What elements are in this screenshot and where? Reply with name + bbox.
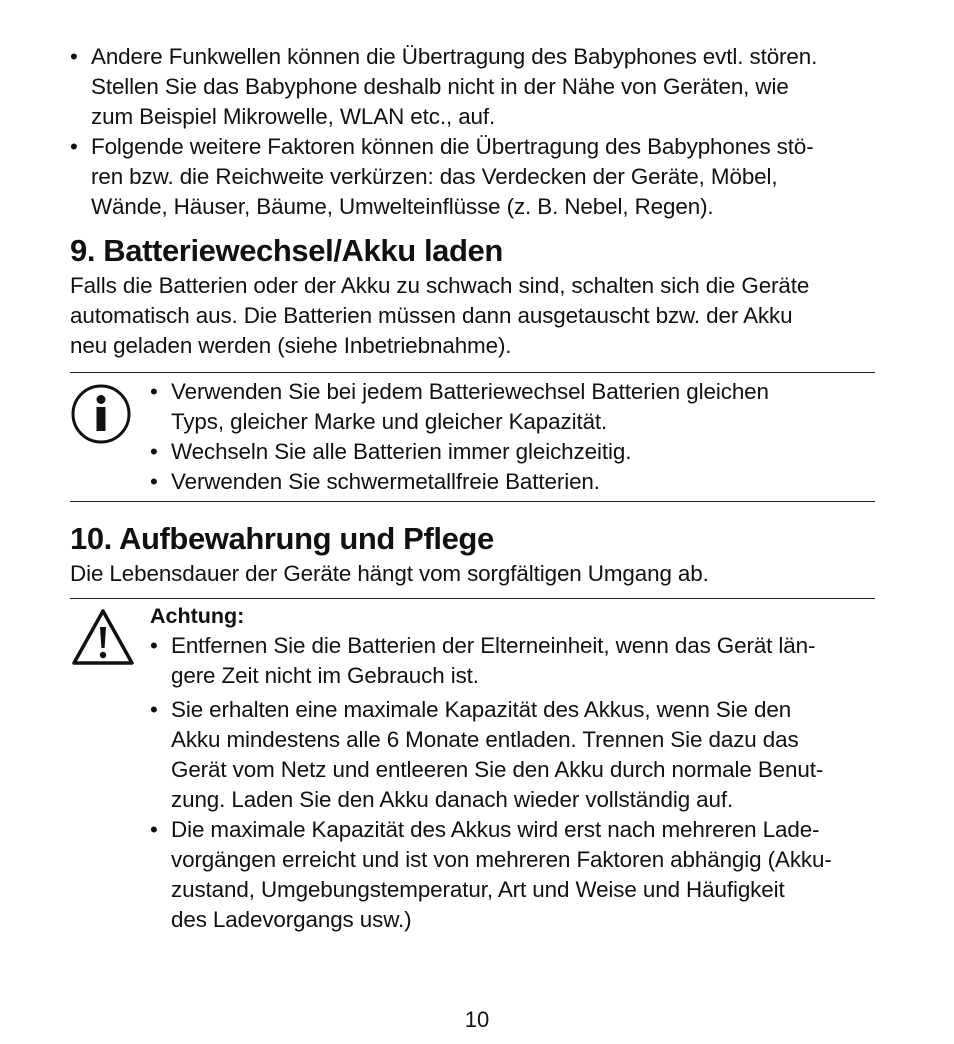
warning-triangle-icon [70, 607, 136, 672]
list-item [150, 695, 875, 815]
text-line: ren bzw. die Reichweite verkürzen: das Verdecken der Geräte, Möbel, [91, 164, 778, 189]
text-line: neu geladen werden (siehe Inbetriebnahme). [70, 333, 512, 358]
info-box [70, 372, 875, 502]
text-line: • Sie erhalten eine maximale Kapazität des Akkus, wenn Sie den [171, 697, 792, 722]
list-item [70, 42, 875, 132]
text-line: Stellen Sie das Babyphone deshalb nicht in der Nähe von Geräten, wie [91, 74, 789, 99]
text-line: automatisch aus. Die Batterien müssen dann ausgetauscht bzw. der Akku [70, 303, 793, 328]
text-line: • Andere Funkwellen können die Übertragung des Babyphones evtl. stören. [91, 44, 818, 69]
text-line: zung. Laden Sie den Akku danach wieder vollständig auf. [171, 787, 734, 812]
text-line: vorgängen erreicht und ist von mehreren Faktoren abhängig (Akku- [171, 847, 832, 872]
text-line: • Entfernen Sie die Batterien der Elterneinheit, wenn das Gerät län- [171, 633, 816, 658]
section-9-paragraph [70, 271, 875, 361]
list-item [150, 815, 875, 935]
text-line: Gerät vom Netz und entleeren Sie den Akku durch normale Benut- [171, 757, 824, 782]
section-10-paragraph [70, 559, 875, 589]
list-item [150, 437, 875, 467]
text-line: • Verwenden Sie bei jedem Batteriewechsel Batterien gleichen [171, 379, 769, 404]
caution-label: Achtung: [150, 604, 245, 628]
text-line: • Folgende weitere Faktoren können die Übertragung des Babyphones stö- [91, 134, 814, 159]
text-line: Typs, gleicher Marke und gleicher Kapazität. [171, 409, 608, 434]
text-line: • Wechseln Sie alle Batterien immer gleichzeitig. [171, 439, 632, 464]
list-item [150, 631, 875, 691]
text-line: Die Lebensdauer der Geräte hängt vom sorgfältigen Umgang ab. [70, 561, 709, 586]
text-line: Wände, Häuser, Bäume, Umwelteinflüsse (z. B. Nebel, Regen). [91, 194, 714, 219]
caution-bullet-list [150, 631, 875, 935]
caution-content [150, 601, 875, 935]
text-line: zum Beispiel Mikrowelle, WLAN etc., auf. [91, 104, 496, 129]
text-line: gere Zeit nicht im Gebrauch ist. [171, 663, 479, 688]
page-number: 10 [464, 1007, 490, 1032]
text-line: Akku mindestens alle 6 Monate entladen. Trennen Sie dazu das [171, 727, 799, 752]
list-item [150, 467, 875, 497]
text-line: • Verwenden Sie schwermetallfreie Batterien. [171, 469, 600, 494]
document-page [70, 42, 875, 935]
section-9-heading: 9. Batteriewechsel/Akku laden [70, 233, 503, 268]
text-line: • Die maximale Kapazität des Akkus wird erst nach mehreren Lade- [171, 817, 820, 842]
text-line: zustand, Umgebungstemperatur, Art und Weise und Häufigkeit [171, 877, 785, 902]
section-10-heading: 10. Aufbewahrung und Pflege [70, 521, 494, 556]
text-line: Falls die Batterien oder der Akku zu schwach sind, schalten sich die Geräte [70, 273, 810, 298]
list-item [150, 377, 875, 437]
list-item [70, 132, 875, 222]
intro-bullet-list [70, 42, 875, 222]
caution-box [70, 598, 875, 935]
text-line: des Ladevorgangs usw.) [171, 907, 412, 932]
info-icon [70, 383, 132, 450]
info-bullet-list [150, 377, 875, 497]
